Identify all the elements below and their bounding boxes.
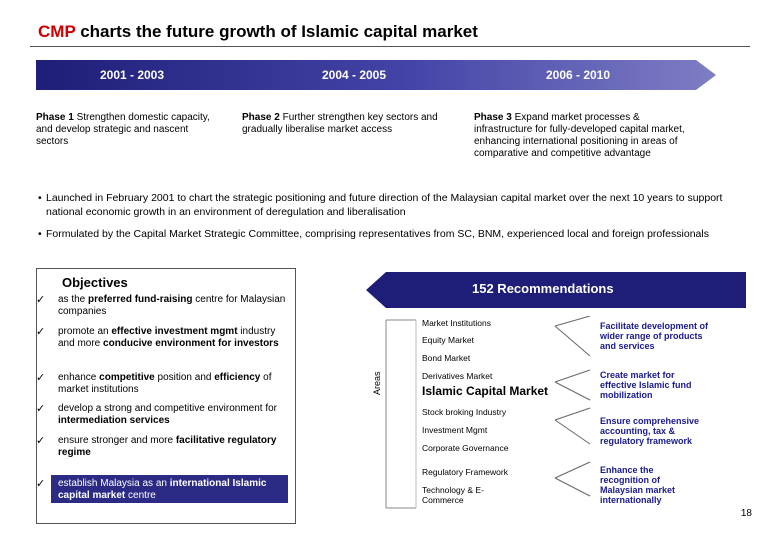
area-corporate-governance: Corporate Governance [422,443,509,453]
area-stock-broking: Stock broking Industry [422,407,507,417]
objective-3: ✓ enhance competitive position and efficiency of market institutions [36,372,272,395]
phase-2: Phase 2 Further strengthen key sectors and gradually liberalise market access [242,112,438,135]
objective-1: ✓ as the preferred fund-raising centre for Malaysian companies [36,294,286,317]
phase-3: Phase 3 Expand market processes & infrastructure for fully-developed capital market, enhancing international positioning in areas of comparative and competitive advantage [474,112,685,159]
area-regulatory-framework: Regulatory Framework [422,467,508,477]
bullet-launched: • Launched in February 2001 to chart the strategic positioning and future direction of the Malaysian capital market over the next 10 years to support national economic growth in an environment of deregulation and liberalisation [38,192,723,218]
area-derivatives-market: Derivatives Market [422,371,493,381]
page-title [38,22,478,42]
period-3: 2006 - 2010 [545,68,611,82]
recommendations-label: 152 Recommendations [472,281,614,296]
area-market-institutions: Market Institutions [422,318,491,328]
create-market: Create market for effective Islamic fund mobilization [600,370,692,400]
period-1: 2001 - 2003 [99,68,165,82]
check-icon: ✓ [36,372,46,384]
objectives-heading: Objectives [62,275,128,290]
check-icon: ✓ [36,435,46,447]
area-equity-market: Equity Market [422,335,474,345]
area-investment-mgmt: Investment Mgmt [422,425,488,435]
facilitate-development: Facilitate development of wider range of products and services [600,321,709,351]
period-2: 2004 - 2005 [321,68,387,82]
check-icon: ✓ [36,403,46,415]
objective-6: ✓ establish Malaysia as an international Islamic capital market centre [36,478,267,501]
title-divider [30,46,750,47]
title-accent: CMP [38,22,76,41]
phase-1: Phase 1 Strengthen domestic capacity, and develop strategic and nascent sectors [36,112,210,147]
bullet-formulated: • Formulated by the Capital Market Strategic Committee, comprising representatives from SC, BNM, experienced local and foreign professionals [38,228,709,240]
area-technology: Technology & E-Commerce [422,485,484,505]
enhance-recognition: Enhance the recognition of Malaysian market internationally [600,465,676,505]
objective-4: ✓ develop a strong and competitive environment for intermediation services [36,403,278,426]
areas-label: Areas [372,371,382,395]
check-icon: ✓ [36,326,46,338]
title-rest: charts the future growth of Islamic capital market [75,22,478,41]
check-icon: ✓ [36,294,46,306]
ensure-comprehensive: Ensure comprehensive accounting, tax & regulatory framework [600,416,700,446]
objective-5: ✓ ensure stronger and more facilitative regulatory regime [36,435,277,458]
objective-2: ✓ promote an effective investment mgmt industry and more conducive environment for investors [36,326,279,349]
area-islamic-capital-market: Islamic Capital Market [422,384,549,398]
page-number: 18 [740,508,752,519]
area-bond-market: Bond Market [422,353,471,363]
check-icon: ✓ [36,478,46,490]
